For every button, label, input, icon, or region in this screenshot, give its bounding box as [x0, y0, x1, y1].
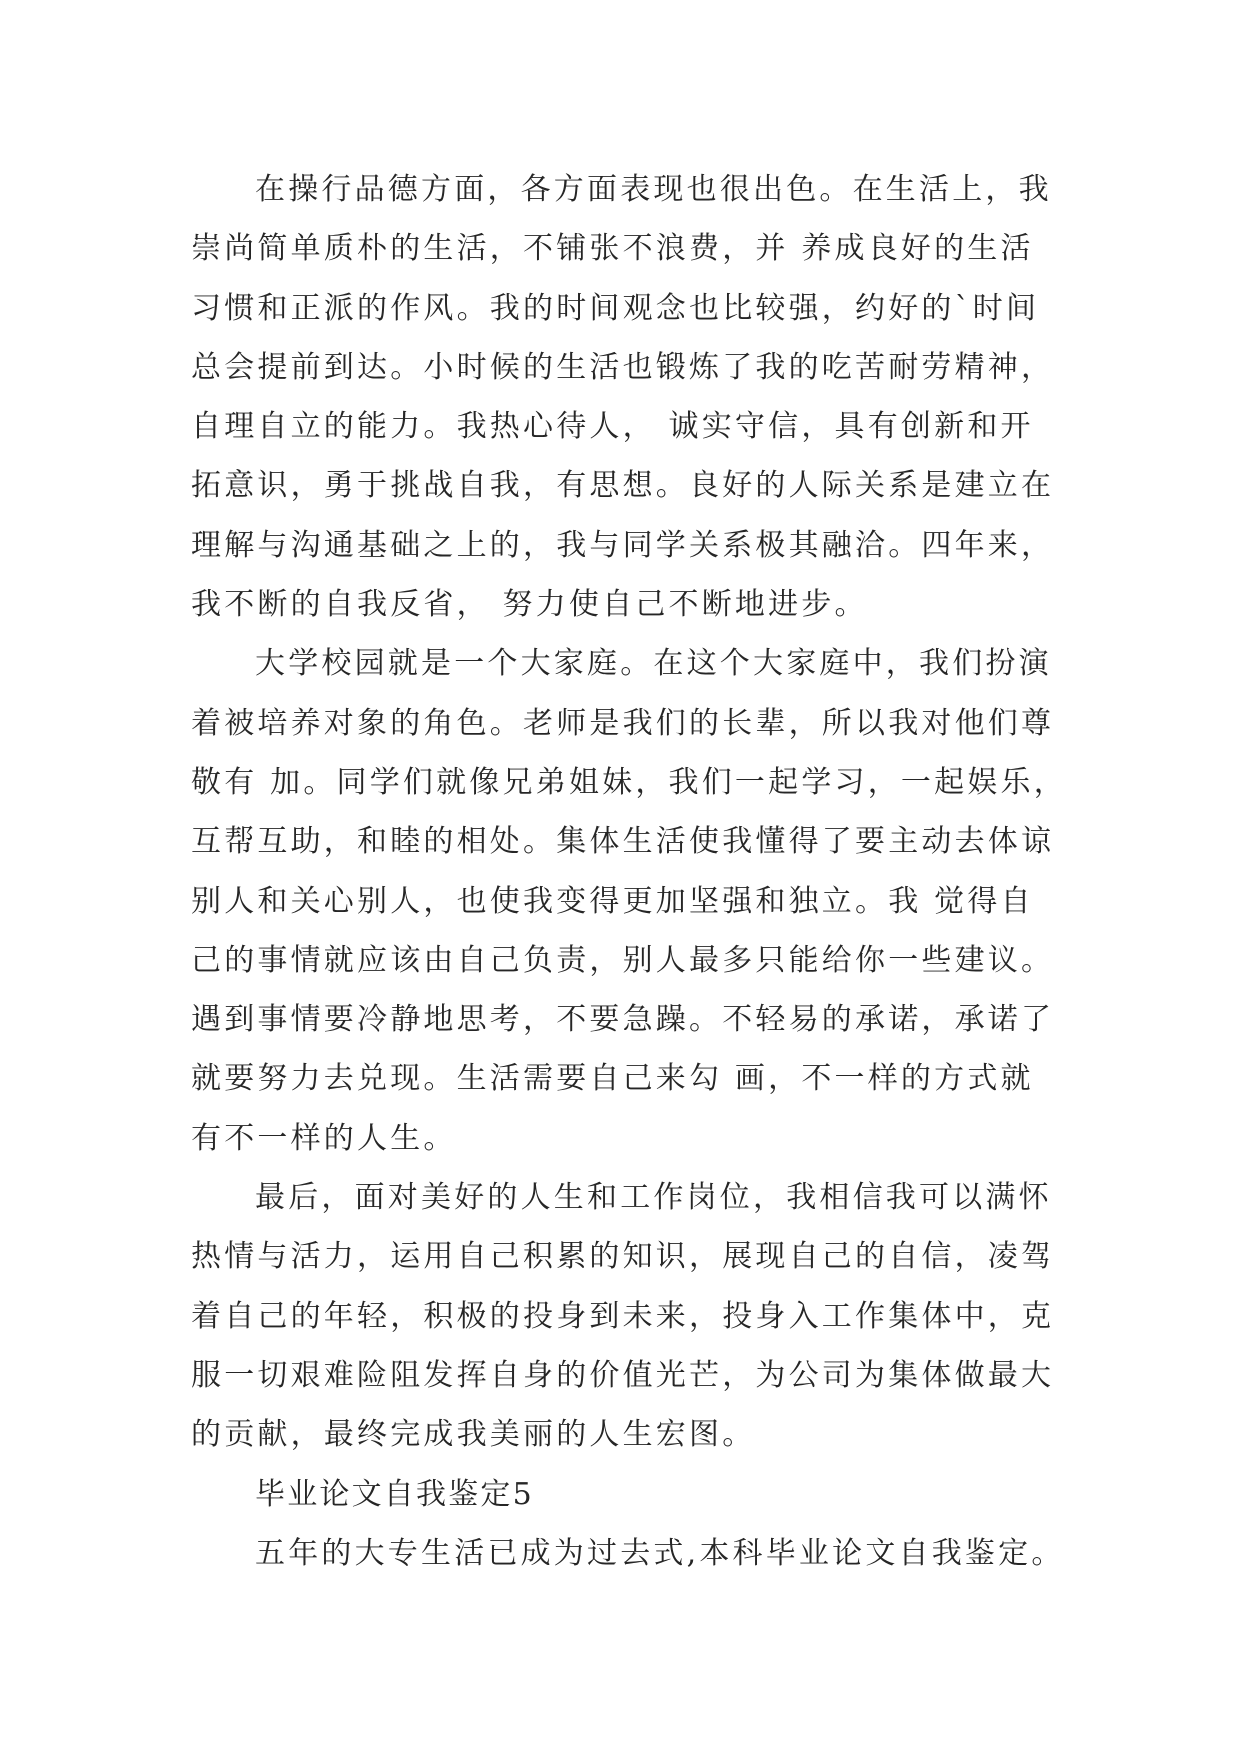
text-line: 着被培养对象的角色。老师是我们的长辈，所以我对他们尊	[191, 705, 1055, 741]
text-line: 别人和关心别人，也使我变得更加坚强和独立。我 觉得自	[191, 883, 1034, 919]
text-line: 就要努力去兑现。生活需要自己来勾 画，不一样的方式就	[191, 1061, 1034, 1097]
text-line: 遇到事情要冷静地思考，不要急躁。不轻易的承诺，承诺了	[191, 1002, 1055, 1038]
text-line: 总会提前到达。小时候的生活也锻炼了我的吃苦耐劳精神，	[191, 349, 1055, 385]
text-line: 热情与活力，运用自己积累的知识，展现自己的自信，凌驾	[191, 1239, 1055, 1275]
text-line: 在操行品德方面，各方面表现也很出色。在生活上，我	[255, 172, 1052, 207]
text-line: 服一切艰难险阻发挥自身的价值光芒，为公司为集体做最大	[191, 1357, 1055, 1393]
text-line: 的贡献，最终完成我美丽的人生宏图。	[191, 1417, 756, 1453]
document-body	[191, 160, 1091, 1583]
text-line: 着自己的年轻，积极的投身到未来，投身入工作集体中，克	[191, 1298, 1055, 1334]
section-heading: 毕业论文自我鉴定5	[255, 1476, 534, 1512]
text-line: 互帮互助，和睦的相处。集体生活使我懂得了要主动去体谅	[191, 824, 1055, 860]
text-line: 敬有 加。同学们就像兄弟姐妹，我们一起学习，一起娱乐，	[191, 764, 1067, 800]
text-line: 己的事情就应该由自己负责，别人最多只能给你一些建议。	[191, 942, 1055, 978]
text-line: 有不一样的人生。	[191, 1120, 457, 1156]
text-line: 自理自立的能力。我热心待人， 诚实守信，具有创新和开	[191, 409, 1034, 445]
text-line: 我不断的自我反省， 努力使自己不断地进步。	[191, 587, 868, 623]
text-line: 理解与沟通基础之上的，我与同学关系极其融洽。四年来，	[191, 527, 1055, 563]
text-line: 崇尚简单质朴的生活，不铺张不浪费，并 养成良好的生活	[191, 231, 1034, 267]
text-line: 拓意识，勇于挑战自我，有思想。良好的人际关系是建立在	[191, 468, 1055, 504]
text-line: 最后，面对美好的人生和工作岗位，我相信我可以满怀	[255, 1180, 1052, 1216]
text-line: 习惯和正派的作风。我的时间观念也比较强，约好的`时间	[191, 290, 1040, 326]
text-line: 大学校园就是一个大家庭。在这个大家庭中，我们扮演	[255, 646, 1052, 682]
text-line: 五年的大专生活已成为过去式,本科毕业论文自我鉴定。	[255, 1535, 1065, 1571]
